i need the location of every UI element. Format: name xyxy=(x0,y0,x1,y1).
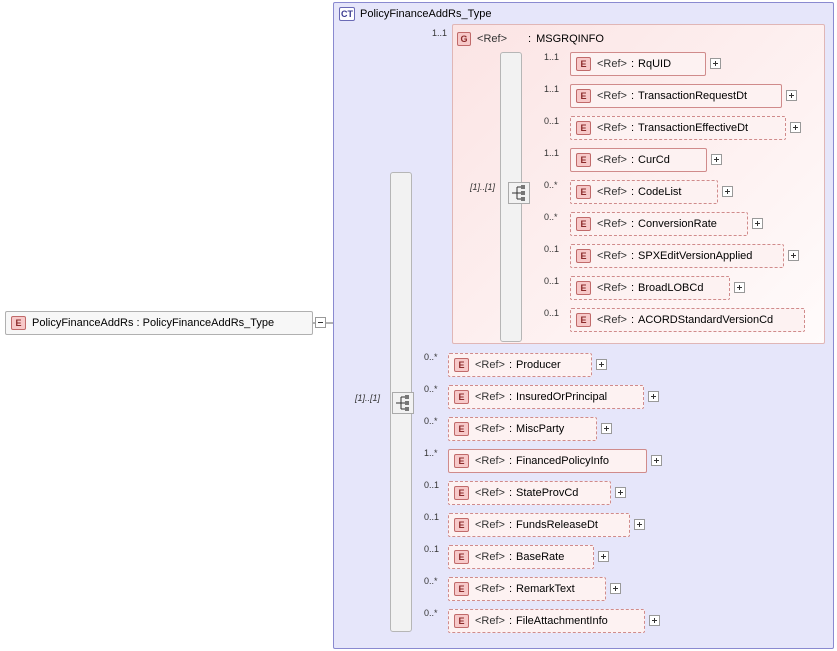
main-sequence-label: [1]..[1] xyxy=(355,393,381,403)
e-badge: E xyxy=(454,518,469,532)
node-ref: <Ref> xyxy=(475,359,505,371)
card-conversionrate: 0..* xyxy=(544,212,558,222)
expand-transactionrequestdt[interactable] xyxy=(786,90,797,101)
main-sequence-icon[interactable] xyxy=(392,392,414,414)
node-name: FundsReleaseDt xyxy=(516,519,598,531)
node-insuredorprincipal[interactable] xyxy=(448,385,644,409)
card-transactionrequestdt: 1..1 xyxy=(544,84,560,94)
expand-fundsreleasedt[interactable] xyxy=(634,519,645,530)
node-sep: : xyxy=(630,314,635,326)
root-element-label: PolicyFinanceAddRs : PolicyFinanceAddRs_Type xyxy=(32,317,275,329)
node-sep: : xyxy=(508,519,513,531)
expand-curcd[interactable] xyxy=(711,154,722,165)
e-badge: E xyxy=(576,249,591,263)
node-miscparty[interactable] xyxy=(448,417,597,441)
node-name: FinancedPolicyInfo xyxy=(516,455,609,467)
node-conversionrate[interactable] xyxy=(570,212,748,236)
node-ref: <Ref> xyxy=(475,487,505,499)
node-broadlobcd[interactable] xyxy=(570,276,730,300)
card-baserate: 0..1 xyxy=(424,544,440,554)
node-name: InsuredOrPrincipal xyxy=(516,391,608,403)
node-name: StateProvCd xyxy=(516,487,579,499)
node-name: CurCd xyxy=(638,154,670,166)
node-ref: <Ref> xyxy=(475,391,505,403)
node-name: TransactionRequestDt xyxy=(638,90,748,102)
node-ref: <Ref> xyxy=(597,186,627,198)
node-curcd[interactable] xyxy=(570,148,707,172)
e-badge: E xyxy=(576,153,591,167)
node-sep: : xyxy=(630,250,635,262)
card-stateprovcd: 0..1 xyxy=(424,480,440,490)
node-sep: : xyxy=(630,218,635,230)
node-name: MiscParty xyxy=(516,423,565,435)
node-name: RqUID xyxy=(638,58,672,70)
node-sep: : xyxy=(508,551,513,563)
node-sep: : xyxy=(630,186,635,198)
node-name: BaseRate xyxy=(516,551,565,563)
node-name: FileAttachmentInfo xyxy=(516,615,608,627)
node-sep: : xyxy=(630,282,635,294)
node-sep: : xyxy=(508,391,513,403)
e-badge: E xyxy=(11,316,26,330)
e-badge: E xyxy=(576,313,591,327)
e-badge: E xyxy=(576,57,591,71)
node-rquid[interactable] xyxy=(570,52,706,76)
card-fileattachmentinfo: 0..* xyxy=(424,608,438,618)
g-badge: G xyxy=(457,32,471,46)
node-ref: <Ref> xyxy=(597,218,627,230)
node-fundsreleasedt[interactable] xyxy=(448,513,630,537)
e-badge: E xyxy=(454,358,469,372)
root-element-node[interactable] xyxy=(5,311,313,335)
e-badge: E xyxy=(576,281,591,295)
node-ref: <Ref> xyxy=(475,423,505,435)
node-ref: <Ref> xyxy=(475,615,505,627)
e-badge: E xyxy=(454,582,469,596)
expand-producer[interactable] xyxy=(596,359,607,370)
expand-financedpolicyinfo[interactable] xyxy=(651,455,662,466)
node-spxeditversionapplied[interactable] xyxy=(570,244,784,268)
node-acordstandardversioncd[interactable] xyxy=(570,308,805,332)
group-ref-label: <Ref> xyxy=(477,33,507,45)
node-ref: <Ref> xyxy=(597,58,627,70)
card-financedpolicyinfo: 1..* xyxy=(424,448,438,458)
node-ref: <Ref> xyxy=(597,314,627,326)
group-node-msgrqinfo[interactable] xyxy=(455,28,507,50)
card-producer: 0..* xyxy=(424,352,438,362)
card-codelist: 0..* xyxy=(544,180,558,190)
node-sep: : xyxy=(508,455,513,467)
card-miscparty: 0..* xyxy=(424,416,438,426)
node-transactioneffectivedt[interactable] xyxy=(570,116,786,140)
expand-transactioneffectivedt[interactable] xyxy=(790,122,801,133)
group-separator: : xyxy=(528,33,532,45)
group-name-wrap xyxy=(528,31,648,47)
card-remarktext: 0..* xyxy=(424,576,438,586)
group-sequence-label: [1]..[1] xyxy=(470,182,496,192)
node-ref: <Ref> xyxy=(597,250,627,262)
node-ref: <Ref> xyxy=(475,455,505,467)
e-badge: E xyxy=(576,89,591,103)
node-sep: : xyxy=(508,359,513,371)
card-insuredorprincipal: 0..* xyxy=(424,384,438,394)
container-type-title: PolicyFinanceAddRs_Type xyxy=(360,8,492,20)
e-badge: E xyxy=(454,614,469,628)
node-transactionrequestdt[interactable] xyxy=(570,84,782,108)
node-name: BroadLOBCd xyxy=(638,282,704,294)
node-ref: <Ref> xyxy=(597,122,627,134)
node-name: RemarkText xyxy=(516,583,575,595)
node-ref: <Ref> xyxy=(475,519,505,531)
expand-stateprovcd[interactable] xyxy=(615,487,626,498)
node-name: CodeList xyxy=(638,186,682,198)
node-sep: : xyxy=(508,487,513,499)
card-spxeditversionapplied: 0..1 xyxy=(544,244,560,254)
node-name: TransactionEffectiveDt xyxy=(638,122,749,134)
e-badge: E xyxy=(454,486,469,500)
node-sep: : xyxy=(630,90,635,102)
expand-codelist[interactable] xyxy=(722,186,733,197)
card-acordstandardversioncd: 0..1 xyxy=(544,308,560,318)
node-ref: <Ref> xyxy=(475,583,505,595)
node-sep: : xyxy=(508,583,513,595)
node-name: ACORDStandardVersionCd xyxy=(638,314,774,326)
expand-insuredorprincipal[interactable] xyxy=(648,391,659,402)
e-badge: E xyxy=(454,550,469,564)
e-badge: E xyxy=(576,185,591,199)
expand-conversionrate[interactable] xyxy=(752,218,763,229)
ct-badge: CT xyxy=(341,9,353,19)
container-type-header xyxy=(339,6,491,22)
expand-spxeditversionapplied[interactable] xyxy=(788,250,799,261)
node-name: SPXEditVersionApplied xyxy=(638,250,753,262)
node-stateprovcd[interactable] xyxy=(448,481,611,505)
node-remarktext[interactable] xyxy=(448,577,606,601)
collapse-root-element[interactable] xyxy=(315,317,326,328)
node-sep: : xyxy=(630,122,635,134)
expand-rquid[interactable] xyxy=(710,58,721,69)
expand-remarktext[interactable] xyxy=(610,583,621,594)
e-badge: E xyxy=(454,454,469,468)
node-sep: : xyxy=(630,58,635,70)
node-sep: : xyxy=(508,615,513,627)
node-name: Producer xyxy=(516,359,561,371)
node-codelist[interactable] xyxy=(570,180,718,204)
card-broadlobcd: 0..1 xyxy=(544,276,560,286)
node-ref: <Ref> xyxy=(597,90,627,102)
node-baserate[interactable] xyxy=(448,545,594,569)
node-sep: : xyxy=(630,154,635,166)
card-transactioneffectivedt: 0..1 xyxy=(544,116,560,126)
card-fundsreleasedt: 0..1 xyxy=(424,512,440,522)
node-ref: <Ref> xyxy=(597,282,627,294)
expand-fileattachmentinfo[interactable] xyxy=(649,615,660,626)
e-badge: E xyxy=(576,217,591,231)
node-producer[interactable] xyxy=(448,353,592,377)
card-rquid: 1..1 xyxy=(544,52,560,62)
node-fileattachmentinfo[interactable] xyxy=(448,609,645,633)
e-badge: E xyxy=(576,121,591,135)
group-sequence-icon[interactable] xyxy=(508,182,530,204)
e-badge: E xyxy=(454,390,469,404)
node-sep: : xyxy=(508,423,513,435)
node-name: ConversionRate xyxy=(638,218,717,230)
group-cardinality: 1..1 xyxy=(432,28,448,38)
expand-broadlobcd[interactable] xyxy=(734,282,745,293)
e-badge: E xyxy=(454,422,469,436)
expand-baserate[interactable] xyxy=(598,551,609,562)
node-ref: <Ref> xyxy=(597,154,627,166)
expand-miscparty[interactable] xyxy=(601,423,612,434)
group-name: MSGRQINFO xyxy=(536,33,604,45)
node-financedpolicyinfo[interactable] xyxy=(448,449,647,473)
node-ref: <Ref> xyxy=(475,551,505,563)
card-curcd: 1..1 xyxy=(544,148,560,158)
